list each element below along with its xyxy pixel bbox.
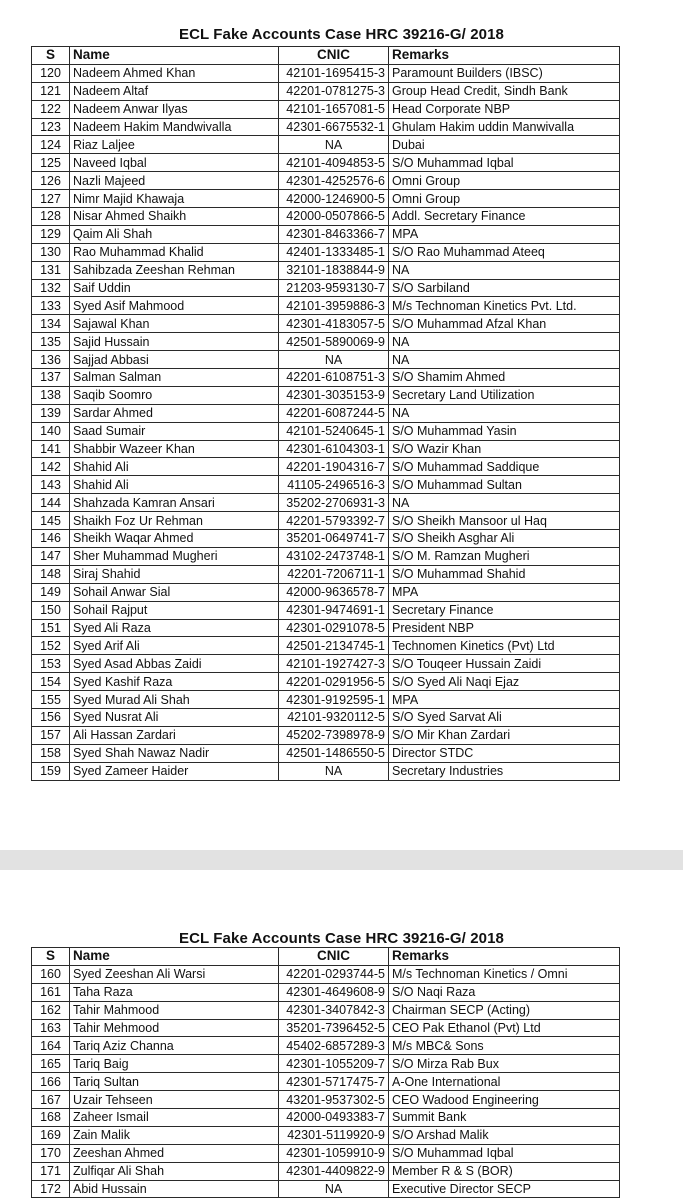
cell-name: Sohail Anwar Sial	[70, 583, 279, 601]
cell-cnic: 42101-1695415-3	[279, 64, 389, 82]
cell-serial: 126	[32, 172, 70, 190]
cell-name: Shabbir Wazeer Khan	[70, 440, 279, 458]
table-row	[32, 369, 620, 387]
cell-serial: 157	[32, 726, 70, 744]
cell-serial: 147	[32, 547, 70, 565]
cell-name: Uzair Tehseen	[70, 1091, 279, 1109]
cell-serial: 131	[32, 261, 70, 279]
cell-serial: 123	[32, 118, 70, 136]
table-row	[32, 1019, 620, 1037]
page-gap	[0, 850, 683, 870]
cell-remarks: S/O Shamim Ahmed	[389, 369, 620, 387]
table-row	[32, 315, 620, 333]
table-header-row	[32, 948, 620, 966]
cell-serial: 135	[32, 333, 70, 351]
table-row	[32, 673, 620, 691]
cell-name: Naveed Iqbal	[70, 154, 279, 172]
table-row	[32, 744, 620, 762]
cell-serial: 130	[32, 243, 70, 261]
cell-serial: 170	[32, 1144, 70, 1162]
cell-remarks: S/O Naqi Raza	[389, 983, 620, 1001]
table-row	[32, 333, 620, 351]
cell-name: Nazli Majeed	[70, 172, 279, 190]
cell-cnic: 42000-1246900-5	[279, 190, 389, 208]
cell-cnic: 45202-7398978-9	[279, 726, 389, 744]
cell-serial: 138	[32, 386, 70, 404]
accounts-table	[31, 947, 620, 1198]
cell-cnic: 42000-0507866-5	[279, 208, 389, 226]
header-cnic: CNIC	[279, 948, 389, 966]
cell-remarks: S/O Muhammad Yasin	[389, 422, 620, 440]
table-row	[32, 512, 620, 530]
cell-name: Syed Ali Raza	[70, 619, 279, 637]
cell-serial: 146	[32, 530, 70, 548]
table-row	[32, 530, 620, 548]
table-row	[32, 1037, 620, 1055]
cell-remarks: Group Head Credit, Sindh Bank	[389, 82, 620, 100]
table-row	[32, 64, 620, 82]
cell-serial: 165	[32, 1055, 70, 1073]
cell-remarks: S/O Mirza Rab Bux	[389, 1055, 620, 1073]
table-row	[32, 82, 620, 100]
cell-serial: 124	[32, 136, 70, 154]
cell-serial: 158	[32, 744, 70, 762]
table-row	[32, 386, 620, 404]
page-title: ECL Fake Accounts Case HRC 39216-G/ 2018	[179, 930, 504, 947]
cell-cnic: 42201-6108751-3	[279, 369, 389, 387]
cell-name: Zain Malik	[70, 1126, 279, 1144]
cell-name: Qaim Ali Shah	[70, 225, 279, 243]
cell-remarks: Omni Group	[389, 172, 620, 190]
cell-cnic: 42201-0293744-5	[279, 965, 389, 983]
cell-remarks: MPA	[389, 225, 620, 243]
cell-serial: 172	[32, 1180, 70, 1198]
cell-name: Sajawal Khan	[70, 315, 279, 333]
cell-name: Tariq Sultan	[70, 1073, 279, 1091]
cell-remarks: M/s Technoman Kinetics / Omni	[389, 965, 620, 983]
table-row	[32, 1126, 620, 1144]
cell-cnic: 42301-1059910-9	[279, 1144, 389, 1162]
table-row	[32, 983, 620, 1001]
cell-cnic: 42301-9474691-1	[279, 601, 389, 619]
cell-serial: 121	[32, 82, 70, 100]
cell-name: Sher Muhammad Mugheri	[70, 547, 279, 565]
table-row	[32, 1162, 620, 1180]
cell-cnic: NA	[279, 351, 389, 369]
cell-remarks: CEO Wadood Engineering	[389, 1091, 620, 1109]
cell-name: Nimr Majid Khawaja	[70, 190, 279, 208]
cell-serial: 128	[32, 208, 70, 226]
table-row	[32, 261, 620, 279]
cell-name: Sohail Rajput	[70, 601, 279, 619]
cell-cnic: 43102-2473748-1	[279, 547, 389, 565]
cell-remarks: S/O Arshad Malik	[389, 1126, 620, 1144]
table-row	[32, 637, 620, 655]
cell-cnic: 42301-9192595-1	[279, 691, 389, 709]
table-row	[32, 225, 620, 243]
table-row	[32, 476, 620, 494]
cell-serial: 141	[32, 440, 70, 458]
cell-serial: 132	[32, 279, 70, 297]
cell-name: Sahibzada Zeeshan Rehman	[70, 261, 279, 279]
cell-name: Zaheer Ismail	[70, 1109, 279, 1127]
cell-remarks: S/O Muhammad Saddique	[389, 458, 620, 476]
cell-name: Syed Shah Nawaz Nadir	[70, 744, 279, 762]
cell-name: Shahid Ali	[70, 476, 279, 494]
cell-name: Nisar Ahmed Shaikh	[70, 208, 279, 226]
cell-name: Zeeshan Ahmed	[70, 1144, 279, 1162]
table-row	[32, 619, 620, 637]
cell-serial: 161	[32, 983, 70, 1001]
accounts-table	[31, 46, 620, 781]
cell-remarks: Secretary Finance	[389, 601, 620, 619]
cell-remarks: Executive Director SECP	[389, 1180, 620, 1198]
cell-cnic: 42201-1904316-7	[279, 458, 389, 476]
cell-serial: 137	[32, 369, 70, 387]
cell-cnic: 35202-2706931-3	[279, 494, 389, 512]
cell-name: Syed Zameer Haider	[70, 762, 279, 780]
cell-cnic: 42301-5119920-9	[279, 1126, 389, 1144]
table-row	[32, 691, 620, 709]
cell-serial: 120	[32, 64, 70, 82]
cell-cnic: 42301-0291078-5	[279, 619, 389, 637]
table-row	[32, 190, 620, 208]
cell-remarks: NA	[389, 404, 620, 422]
table-row	[32, 1055, 620, 1073]
cell-name: Syed Zeeshan Ali Warsi	[70, 965, 279, 983]
cell-remarks: Secretary Industries	[389, 762, 620, 780]
cell-cnic: 42301-1055209-7	[279, 1055, 389, 1073]
cell-remarks: Omni Group	[389, 190, 620, 208]
table-row	[32, 1091, 620, 1109]
table-header-row	[32, 47, 620, 65]
header-cnic: CNIC	[279, 47, 389, 65]
cell-cnic: 42101-4094853-5	[279, 154, 389, 172]
cell-serial: 160	[32, 965, 70, 983]
cell-serial: 150	[32, 601, 70, 619]
cell-remarks: S/O Muhammad Iqbal	[389, 154, 620, 172]
header-name: Name	[70, 948, 279, 966]
table-row	[32, 494, 620, 512]
cell-remarks: MPA	[389, 691, 620, 709]
cell-remarks: A-One International	[389, 1073, 620, 1091]
table-row	[32, 100, 620, 118]
cell-cnic: 42301-4252576-6	[279, 172, 389, 190]
cell-cnic: 35201-7396452-5	[279, 1019, 389, 1037]
cell-serial: 151	[32, 619, 70, 637]
cell-remarks: Secretary Land Utilization	[389, 386, 620, 404]
table-row	[32, 118, 620, 136]
cell-cnic: 42101-1657081-5	[279, 100, 389, 118]
cell-remarks: S/O Sarbiland	[389, 279, 620, 297]
table-row	[32, 208, 620, 226]
cell-serial: 129	[32, 225, 70, 243]
cell-name: Abid Hussain	[70, 1180, 279, 1198]
cell-remarks: Member R & S (BOR)	[389, 1162, 620, 1180]
table-row	[32, 655, 620, 673]
cell-remarks: NA	[389, 494, 620, 512]
table-row	[32, 1109, 620, 1127]
cell-name: Syed Asad Abbas Zaidi	[70, 655, 279, 673]
cell-serial: 159	[32, 762, 70, 780]
cell-remarks: CEO Pak Ethanol (Pvt) Ltd	[389, 1019, 620, 1037]
cell-remarks: S/O Wazir Khan	[389, 440, 620, 458]
cell-name: Shaikh Foz Ur Rehman	[70, 512, 279, 530]
cell-name: Saad Sumair	[70, 422, 279, 440]
cell-cnic: 21203-9593130-7	[279, 279, 389, 297]
cell-serial: 145	[32, 512, 70, 530]
table-row	[32, 172, 620, 190]
table-row	[32, 458, 620, 476]
cell-remarks: M/s MBC& Sons	[389, 1037, 620, 1055]
cell-name: Syed Murad Ali Shah	[70, 691, 279, 709]
cell-cnic: 42301-4409822-9	[279, 1162, 389, 1180]
cell-remarks: Dubai	[389, 136, 620, 154]
cell-cnic: 42301-4649608-9	[279, 983, 389, 1001]
cell-name: Tahir Mehmood	[70, 1019, 279, 1037]
table-row	[32, 1144, 620, 1162]
cell-name: Sheikh Waqar Ahmed	[70, 530, 279, 548]
cell-name: Siraj Shahid	[70, 565, 279, 583]
cell-cnic: 42101-3959886-3	[279, 297, 389, 315]
cell-serial: 167	[32, 1091, 70, 1109]
cell-remarks: S/O Sheikh Mansoor ul Haq	[389, 512, 620, 530]
table-row	[32, 583, 620, 601]
table-row	[32, 547, 620, 565]
cell-serial: 162	[32, 1001, 70, 1019]
cell-serial: 171	[32, 1162, 70, 1180]
cell-serial: 148	[32, 565, 70, 583]
cell-remarks: Technomen Kinetics (Pvt) Ltd	[389, 637, 620, 655]
cell-cnic: 35201-0649741-7	[279, 530, 389, 548]
cell-remarks: NA	[389, 333, 620, 351]
table-row	[32, 404, 620, 422]
table-row	[32, 601, 620, 619]
cell-cnic: 42101-5240645-1	[279, 422, 389, 440]
cell-cnic: 42201-5793392-7	[279, 512, 389, 530]
cell-serial: 122	[32, 100, 70, 118]
table-row	[32, 243, 620, 261]
cell-serial: 154	[32, 673, 70, 691]
cell-name: Tariq Baig	[70, 1055, 279, 1073]
cell-remarks: S/O Rao Muhammad Ateeq	[389, 243, 620, 261]
cell-remarks: S/O Muhammad Shahid	[389, 565, 620, 583]
table-row	[32, 762, 620, 780]
cell-name: Nadeem Anwar Ilyas	[70, 100, 279, 118]
cell-cnic: 42201-7206711-1	[279, 565, 389, 583]
cell-serial: 169	[32, 1126, 70, 1144]
table-row	[32, 565, 620, 583]
cell-serial: 164	[32, 1037, 70, 1055]
table-row	[32, 422, 620, 440]
cell-serial: 142	[32, 458, 70, 476]
table-row	[32, 136, 620, 154]
cell-remarks: S/O Muhammad Afzal Khan	[389, 315, 620, 333]
table-row	[32, 279, 620, 297]
cell-cnic: 42201-6087244-5	[279, 404, 389, 422]
cell-name: Shahid Ali	[70, 458, 279, 476]
cell-cnic: 42301-3035153-9	[279, 386, 389, 404]
cell-cnic: 45402-6857289-3	[279, 1037, 389, 1055]
cell-name: Sajjad Abbasi	[70, 351, 279, 369]
page-title: ECL Fake Accounts Case HRC 39216-G/ 2018	[179, 26, 504, 43]
cell-remarks: Paramount Builders (IBSC)	[389, 64, 620, 82]
cell-remarks: S/O Muhammad Iqbal	[389, 1144, 620, 1162]
cell-name: Taha Raza	[70, 983, 279, 1001]
cell-cnic: 42301-5717475-7	[279, 1073, 389, 1091]
table-row	[32, 965, 620, 983]
cell-serial: 143	[32, 476, 70, 494]
cell-cnic: 42401-1333485-1	[279, 243, 389, 261]
cell-name: Nadeem Hakim Mandwivalla	[70, 118, 279, 136]
cell-name: Zulfiqar Ali Shah	[70, 1162, 279, 1180]
cell-remarks: S/O M. Ramzan Mugheri	[389, 547, 620, 565]
cell-cnic: 42301-3407842-3	[279, 1001, 389, 1019]
cell-serial: 152	[32, 637, 70, 655]
document-page-2	[0, 870, 683, 1200]
cell-serial: 168	[32, 1109, 70, 1127]
cell-remarks: NA	[389, 261, 620, 279]
cell-serial: 134	[32, 315, 70, 333]
table-row	[32, 1180, 620, 1198]
cell-cnic: 42501-5890069-9	[279, 333, 389, 351]
cell-name: Tariq Aziz Channa	[70, 1037, 279, 1055]
cell-serial: 149	[32, 583, 70, 601]
cell-remarks: Director STDC	[389, 744, 620, 762]
cell-name: Nadeem Ahmed Khan	[70, 64, 279, 82]
cell-name: Riaz Laljee	[70, 136, 279, 154]
cell-serial: 127	[32, 190, 70, 208]
cell-remarks: MPA	[389, 583, 620, 601]
cell-name: Syed Kashif Raza	[70, 673, 279, 691]
cell-name: Syed Nusrat Ali	[70, 708, 279, 726]
cell-name: Syed Arif Ali	[70, 637, 279, 655]
cell-cnic: 42201-0291956-5	[279, 673, 389, 691]
cell-name: Nadeem Altaf	[70, 82, 279, 100]
header-remarks: Remarks	[389, 47, 620, 65]
cell-name: Ali Hassan Zardari	[70, 726, 279, 744]
table-row	[32, 154, 620, 172]
cell-name: Sardar Ahmed	[70, 404, 279, 422]
cell-cnic: NA	[279, 762, 389, 780]
cell-remarks: S/O Muhammad Sultan	[389, 476, 620, 494]
cell-cnic: 42201-0781275-3	[279, 82, 389, 100]
cell-cnic: 42301-8463366-7	[279, 225, 389, 243]
cell-serial: 156	[32, 708, 70, 726]
table-row	[32, 440, 620, 458]
cell-cnic: 42301-6675532-1	[279, 118, 389, 136]
cell-cnic: 43201-9537302-5	[279, 1091, 389, 1109]
cell-serial: 163	[32, 1019, 70, 1037]
table-row	[32, 726, 620, 744]
cell-cnic: NA	[279, 136, 389, 154]
cell-serial: 140	[32, 422, 70, 440]
cell-remarks: Addl. Secretary Finance	[389, 208, 620, 226]
cell-cnic: 32101-1838844-9	[279, 261, 389, 279]
header-remarks: Remarks	[389, 948, 620, 966]
cell-remarks: Ghulam Hakim uddin Manwivalla	[389, 118, 620, 136]
cell-serial: 136	[32, 351, 70, 369]
cell-cnic: NA	[279, 1180, 389, 1198]
cell-serial: 139	[32, 404, 70, 422]
header-serial: S	[32, 47, 70, 65]
table-row	[32, 351, 620, 369]
cell-cnic: 42301-4183057-5	[279, 315, 389, 333]
cell-remarks: S/O Sheikh Asghar Ali	[389, 530, 620, 548]
cell-serial: 133	[32, 297, 70, 315]
cell-cnic: 42501-2134745-1	[279, 637, 389, 655]
cell-cnic: 42101-9320112-5	[279, 708, 389, 726]
cell-name: Saif Uddin	[70, 279, 279, 297]
cell-remarks: M/s Technoman Kinetics Pvt. Ltd.	[389, 297, 620, 315]
cell-name: Salman Salman	[70, 369, 279, 387]
table-row	[32, 1001, 620, 1019]
cell-remarks: NA	[389, 351, 620, 369]
cell-serial: 144	[32, 494, 70, 512]
cell-remarks: S/O Mir Khan Zardari	[389, 726, 620, 744]
table-row	[32, 1073, 620, 1091]
cell-name: Sajid Hussain	[70, 333, 279, 351]
cell-remarks: S/O Syed Ali Naqi Ejaz	[389, 673, 620, 691]
cell-name: Rao Muhammad Khalid	[70, 243, 279, 261]
cell-remarks: S/O Touqeer Hussain Zaidi	[389, 655, 620, 673]
cell-serial: 153	[32, 655, 70, 673]
cell-remarks: S/O Syed Sarvat Ali	[389, 708, 620, 726]
cell-remarks: Chairman SECP (Acting)	[389, 1001, 620, 1019]
cell-remarks: Head Corporate NBP	[389, 100, 620, 118]
cell-cnic: 42101-1927427-3	[279, 655, 389, 673]
cell-cnic: 41105-2496516-3	[279, 476, 389, 494]
cell-cnic: 42000-0493383-7	[279, 1109, 389, 1127]
table-row	[32, 297, 620, 315]
cell-name: Shahzada Kamran Ansari	[70, 494, 279, 512]
header-serial: S	[32, 948, 70, 966]
cell-serial: 125	[32, 154, 70, 172]
cell-cnic: 42501-1486550-5	[279, 744, 389, 762]
table-row	[32, 708, 620, 726]
cell-serial: 155	[32, 691, 70, 709]
cell-remarks: Summit Bank	[389, 1109, 620, 1127]
cell-remarks: President NBP	[389, 619, 620, 637]
cell-cnic: 42000-9636578-7	[279, 583, 389, 601]
cell-name: Tahir Mahmood	[70, 1001, 279, 1019]
header-name: Name	[70, 47, 279, 65]
cell-serial: 166	[32, 1073, 70, 1091]
cell-name: Saqib Soomro	[70, 386, 279, 404]
cell-name: Syed Asif Mahmood	[70, 297, 279, 315]
cell-cnic: 42301-6104303-1	[279, 440, 389, 458]
